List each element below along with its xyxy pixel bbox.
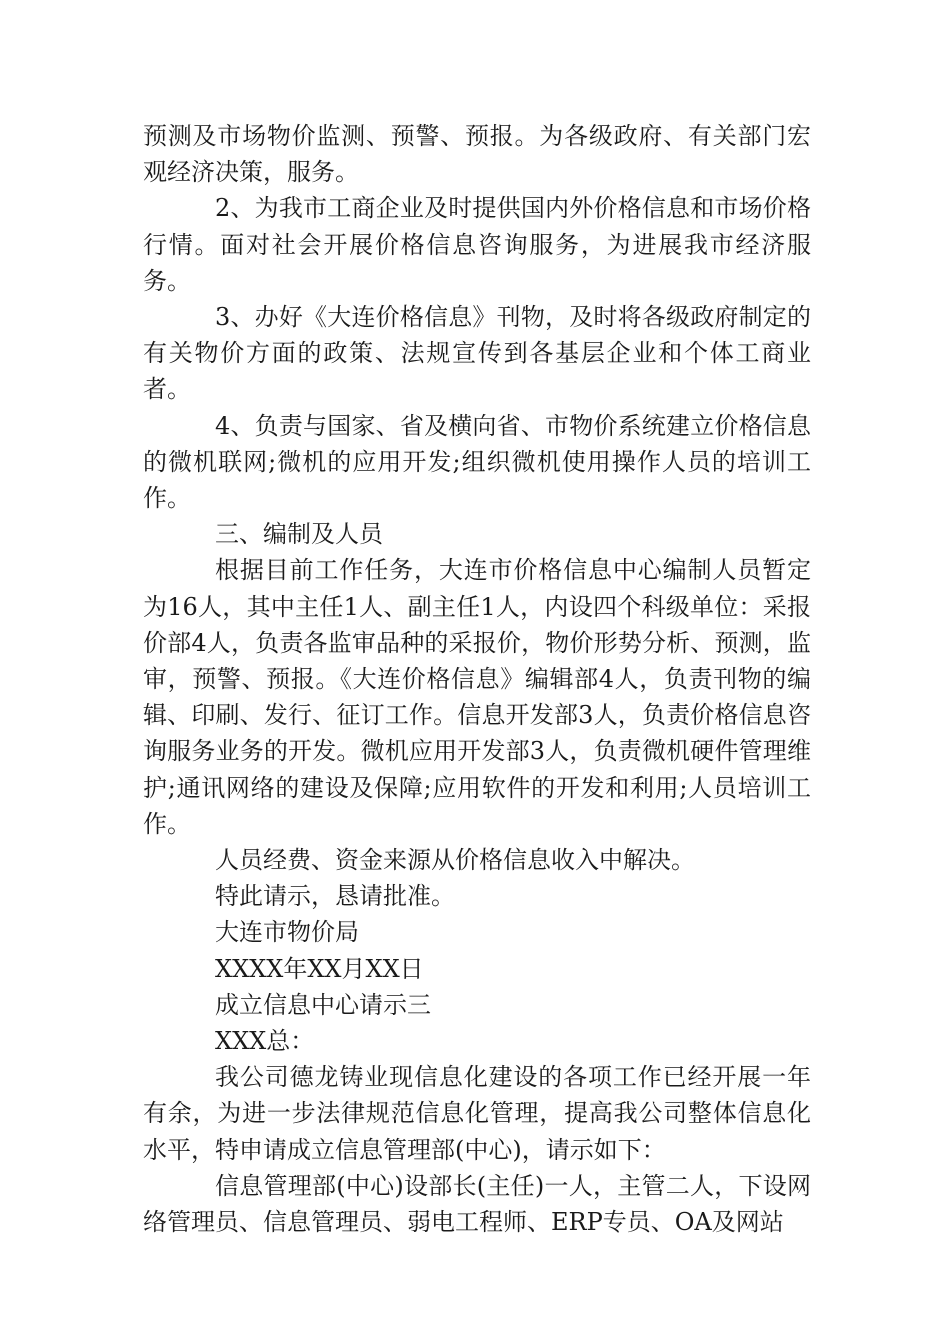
signature-organization: 大连市物价局 — [215, 918, 359, 947]
document-subtitle: 成立信息中心请示三 — [215, 990, 431, 1019]
signature-date: XXXX年XX月XX日 — [215, 954, 424, 983]
section-heading-staffing: 三、编制及人员 — [215, 520, 383, 549]
paragraph-item-4: 4、负责与国家、省及横向省、市物价系统建立价格信息的微机联网;微机的应用开发;组织微机使用操作人员的培训工作。 — [143, 411, 811, 513]
paragraph-item-3: 3、办好《大连价格信息》刊物，及时将各级政府制定的有关物价方面的政策、法规宣传到各基层企业和个体工商业者。 — [143, 303, 811, 404]
paragraph-request-approval: 特此请示，恳请批准。 — [215, 882, 455, 911]
paragraph-department-structure: 信息管理部(中心)设部长(主任)一人，主管二人，下设网络管理员、信息管理员、弱电工程师、ERP专员、OA及网站 — [143, 1171, 811, 1237]
paragraph-funding: 人员经费、资金来源从价格信息收入中解决。 — [215, 846, 695, 875]
document-body — [143, 118, 811, 1240]
paragraph-company-intro: 我公司德龙铸业现信息化建设的各项工作已经开展一年有余，为进一步法律规范信息化管理，提高我公司整体信息化水平，特申请成立信息管理部(中心)，请示如下： — [143, 1063, 811, 1164]
salutation: XXX总： — [215, 1027, 315, 1056]
paragraph-item-2: 2、为我市工商企业及时提供国内外价格信息和市场价格行情。面对社会开展价格信息咨询服务，为进展我市经济服务。 — [143, 194, 811, 295]
paragraph-monitoring-forecast: 预测及市场物价监测、预警、预报。为各级政府、有关部门宏观经济决策，服务。 — [143, 122, 811, 187]
paragraph-staffing-details: 根据目前工作任务，大连市价格信息中心编制人员暂定为16人，其中主任1人、副主任1人，内设四个科级单位：采报价部4人，负责各监审品种的采报价，物价形势分析、预测，监审，预警、预报。《大连价格信息》编辑部4人，负责刊物的编辑、印刷、发行、征订工作。信息开发部3人，负责价格信息咨询服务业务的开发。微机应用开发部3人，负责微机硬件管理维护;通讯网络的建设及保障;应用软件的开发和利用;人员培训工作。 — [143, 556, 811, 838]
